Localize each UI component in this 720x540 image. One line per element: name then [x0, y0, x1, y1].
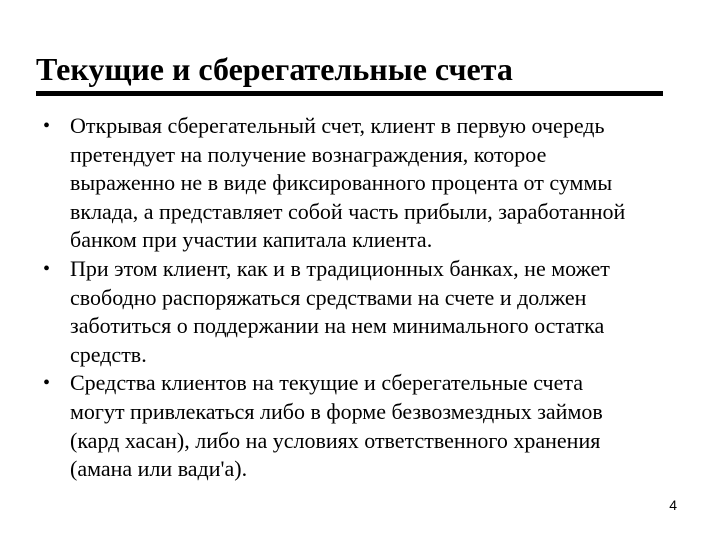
- page-number: 4: [669, 497, 677, 513]
- bullet-list: [0, 112, 720, 484]
- bullet-dot-icon: •: [43, 257, 51, 280]
- bullet-line: (кард хасан), либо на условиях ответственного хранения: [70, 427, 601, 453]
- bullet-line: заботиться о поддержании на нем минимального остатка: [70, 313, 605, 339]
- bullet-line: выраженно не в виде фиксированного процента от суммы: [70, 170, 613, 196]
- bullet-line: банком при участии капитала клиента.: [70, 227, 433, 253]
- bullet-line: Открывая сберегательный счет, клиент в первую очередь: [70, 113, 605, 138]
- bullet-dot-icon: •: [43, 115, 51, 137]
- bullet-item: [0, 255, 690, 369]
- bullet-item: [0, 112, 690, 255]
- bullet-dot-icon: •: [43, 372, 51, 395]
- bullet-line: средств.: [70, 341, 147, 367]
- bullet-line: свободно распоряжаться средствами на счете и должен: [70, 284, 587, 310]
- bullet-line: Средства клиентов на текущие и сберегательные счета: [70, 370, 584, 396]
- bullet-line: вклада, а представляет собой часть прибыли, заработанной: [70, 198, 626, 224]
- bullet-line: При этом клиент, как и в традиционных банках, не может: [70, 255, 610, 281]
- title-underline: [36, 91, 663, 96]
- bullet-item: [0, 369, 690, 483]
- bullet-line: могут привлекаться либо в форме безвозмездных займов: [70, 398, 603, 424]
- bullet-line: претендует на получение вознаграждения, которое: [70, 141, 547, 167]
- slide-title: Текущие и сберегательные счета: [36, 51, 513, 87]
- bullet-line: (амана или вади'а).: [70, 456, 248, 482]
